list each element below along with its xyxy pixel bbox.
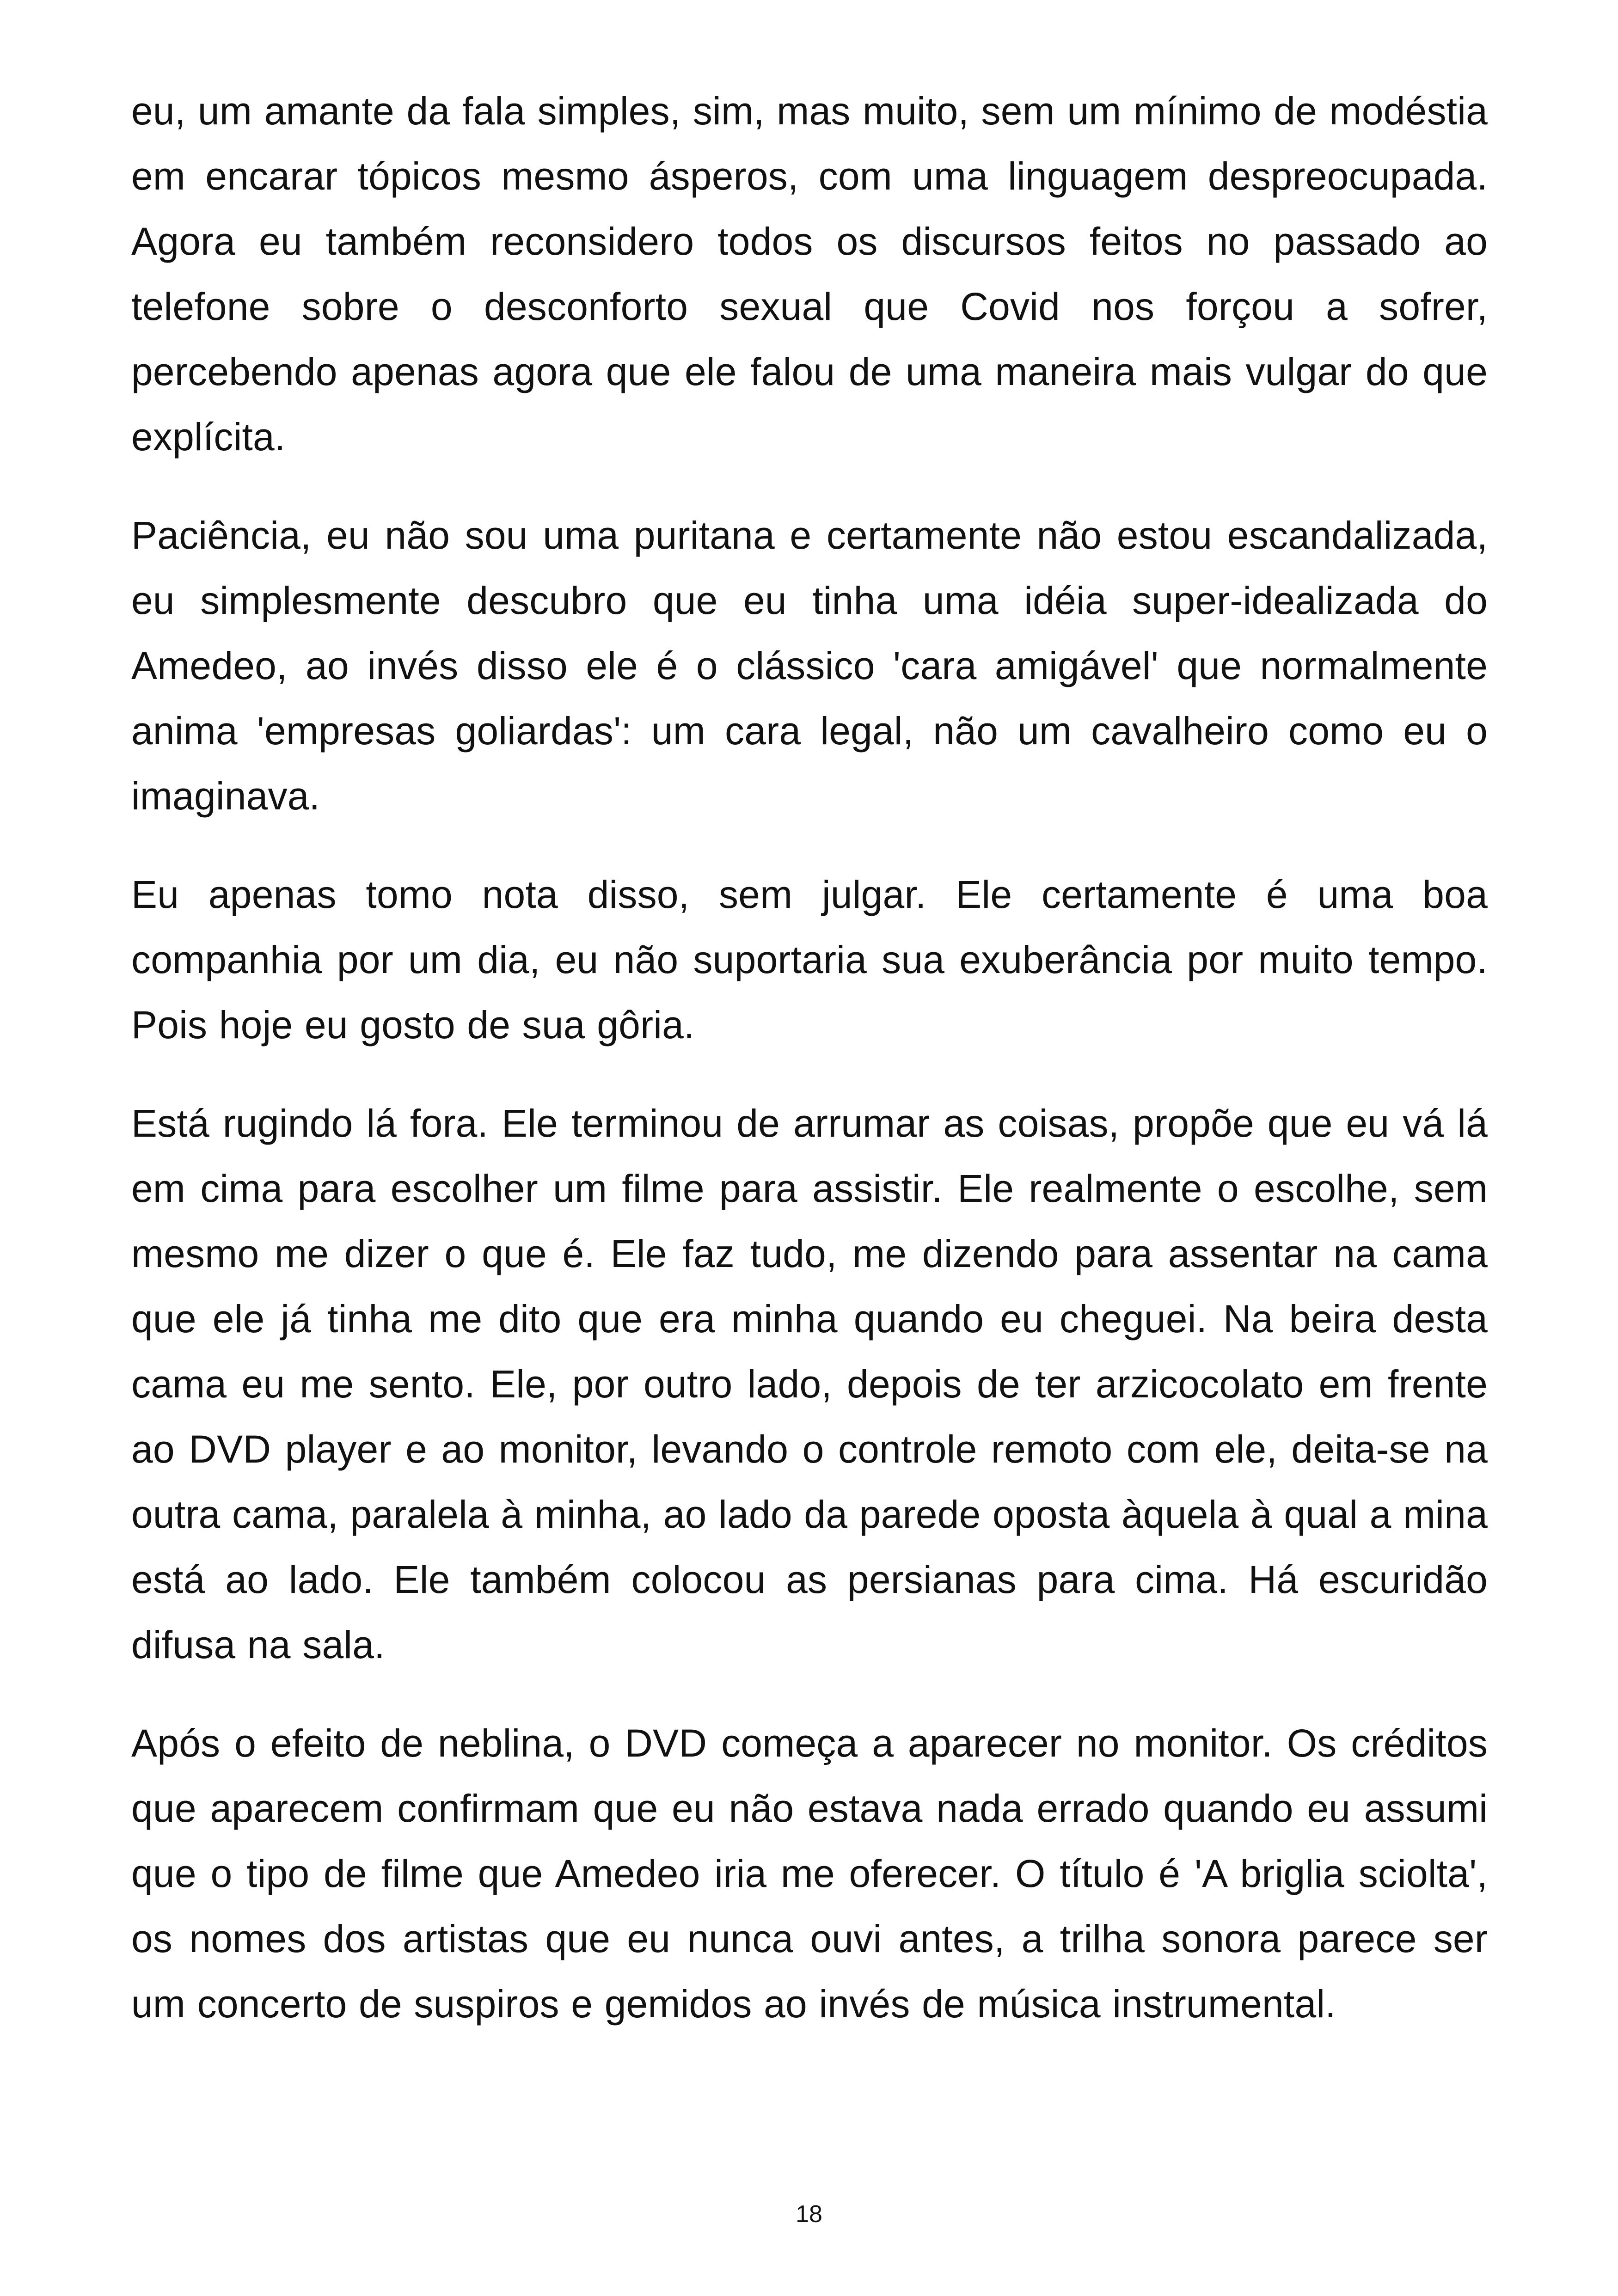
paragraph-1: eu, um amante da fala simples, sim, mas muito, sem um mínimo de modéstia em encarar tópicos mesmo ásperos, com uma linguagem despreocupada. Agora eu também reconsidero todos os discursos feitos no passado ao telefone sobre o desconforto sexual que Covid nos forçou a sofrer, percebendo apenas agora que ele falou de uma maneira mais vulgar do que explícita. — [131, 89, 1488, 459]
page-number: 18 — [796, 2201, 822, 2228]
paragraph-4: Está rugindo lá fora. Ele terminou de arrumar as coisas, propõe que eu vá lá em cima para escolher um filme para assistir. Ele realmente o escolhe, sem mesmo me dizer o que é. Ele faz tudo, me dizendo para assentar na cama que ele já tinha me dito que era minha quando eu cheguei. Na beira desta cama eu me sento. Ele, por outro lado, depois de ter arzicocolato em frente ao DVD player e ao monitor, levando o controle remoto com ele, deita-se na outra cama, paralela à minha, ao lado da parede oposta àquela à qual a mina está ao lado. Ele também colocou as persianas para cima. Há escuridão difusa na sala. — [131, 1102, 1488, 1666]
paragraph-3: Eu apenas tomo nota disso, sem julgar. Ele certamente é uma boa companhia por um dia, eu não suportaria sua exuberância por muito tempo. Pois hoje eu gosto de sua gôria. — [131, 873, 1488, 1047]
page-body — [131, 79, 1488, 2070]
paragraph-2: Paciência, eu não sou uma puritana e certamente não estou escandalizada, eu simplesmente descubro que eu tinha uma idéia super-idealizada do Amedeo, ao invés disso ele é o clássico 'cara amigável' que normalmente anima 'empresas goliardas': um cara legal, não um cavalheiro como eu o imaginava. — [131, 514, 1488, 818]
paragraph-5: Após o efeito de neblina, o DVD começa a aparecer no monitor. Os créditos que aparecem confirmam que eu não estava nada errado quando eu assumi que o tipo de filme que Amedeo iria me oferecer. O título é 'A briglia sciolta', os nomes dos artistas que eu nunca ouvi antes, a trilha sonora parece ser um concerto de suspiros e gemidos ao invés de música instrumental. — [131, 1721, 1488, 2026]
